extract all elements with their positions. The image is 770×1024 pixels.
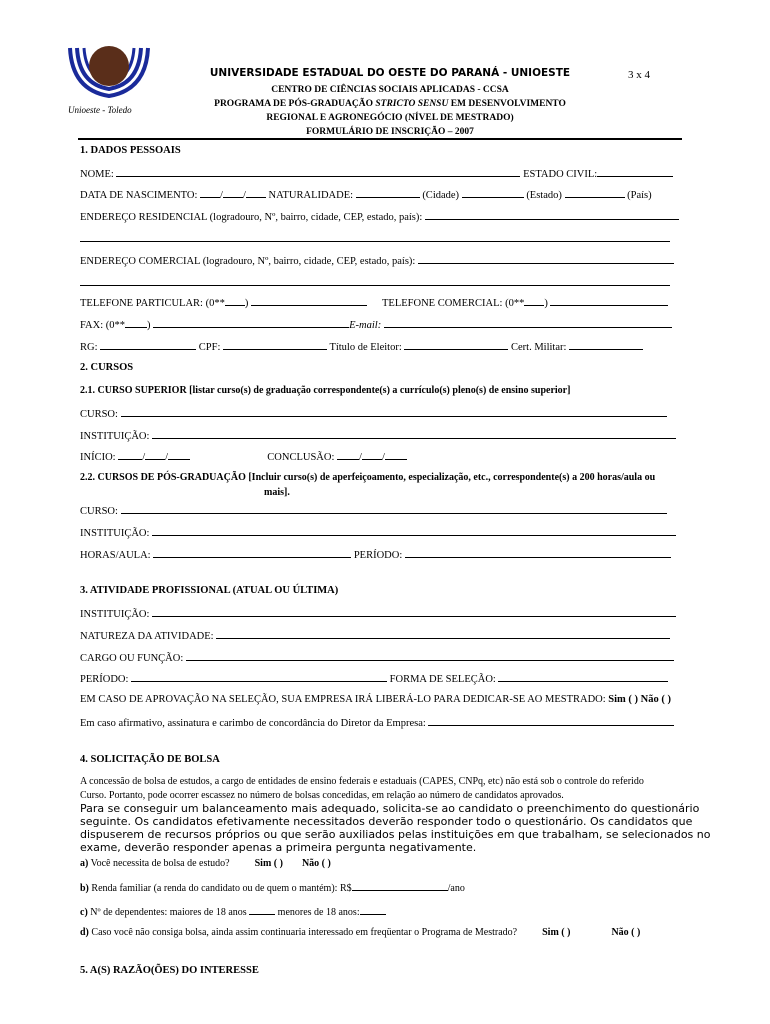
qa-sim[interactable]: Sim ( ) [254,858,283,869]
dependentes-menores-field[interactable] [360,905,386,915]
end-comercial-line2[interactable] [80,276,670,286]
nome-field[interactable] [116,167,520,177]
rg-field[interactable] [100,340,196,350]
inicio-dia[interactable] [145,450,165,460]
section-1-title: 1. DADOS PESSOAIS [80,145,181,156]
end-residencial-line2[interactable] [80,232,670,242]
aprovacao-row: EM CASO DE APROVAÇÃO NA SELEÇÃO, SUA EMPRESA IRÁ LIBERÁ-LO PARA DEDICAR-SE AO MESTRADO: Sim ( ) Não ( ) [80,694,671,705]
forma-selecao-field[interactable] [498,672,668,682]
form-title: FORMULÁRIO DE INSCRIÇÃO – 2007 [306,127,474,137]
end-comercial-field[interactable] [418,254,674,264]
instituicao-pos-field[interactable] [152,526,676,536]
end-residencial-field[interactable] [425,210,679,220]
bolsa-paragraph-1a: A concessão de bolsa de estudos, a cargo de entidades de ensino federais e estaduais (CAPES, CNPq, etc) não está sob o controle do referido [80,776,644,787]
qa-nao[interactable]: Não ( ) [301,858,331,869]
section-3-title: 3. ATIVIDADE PROFISSIONAL (ATUAL OU ÚLTIMA) [80,585,339,596]
assinatura-diretor-field[interactable] [428,716,674,726]
tel-part-ddd[interactable] [225,296,245,306]
periodo-pos-field[interactable] [405,548,671,558]
horas-aula-field[interactable] [153,548,351,558]
section-2-2-title: 2.2. CURSOS DE PÓS-GRADUAÇÃO [Incluir curso(s) de aperfeiçoamento, especialização, etc., correspondente(s) a 200 horas/aula ou [80,472,656,483]
end-comercial-row: ENDEREÇO COMERCIAL (logradouro, Nº, bairro, cidade, CEP, estado, país): [80,254,674,267]
estado-field[interactable] [462,188,524,198]
telefones-row: TELEFONE PARTICULAR: (0** ) TELEFONE COMERCIAL: (0** ) [80,296,668,309]
instituicao-sup-field[interactable] [152,429,676,439]
inicio-ano[interactable] [168,450,190,460]
cidade-field[interactable] [356,188,420,198]
documentos-row: RG: CPF: Título de Eleitor: Cert. Militar: [80,340,643,353]
cargo-field[interactable] [186,651,674,661]
program-line1: PROGRAMA DE PÓS-GRADUAÇÃO STRICTO SENSU EM DESENVOLVIMENTO [214,99,566,109]
cargo-row: CARGO OU FUNÇÃO: [80,651,674,664]
bolsa-paragraph-2c: dispuserem de recursos próprios ou que serão auxiliados pelas instituições em que trabalham, se selecionados no [80,828,711,841]
email-field[interactable] [384,318,672,328]
afirmativo-row: Em caso afirmativo, assinatura e carimbo de concordância do Diretor da Empresa: [80,716,674,729]
horas-periodo-row: HORAS/AULA: PERÍODO: [80,548,671,561]
instituicao-sup-row: INSTITUIÇÃO: [80,429,676,442]
curso-sup-row: CURSO: [80,407,667,420]
fax-row: FAX: (0** ) E-mail: [80,318,672,331]
pais-field[interactable] [565,188,625,198]
qd-nao[interactable]: Não ( ) [611,927,641,938]
section-4-title: 4. SOLICITAÇÃO DE BOLSA [80,754,220,765]
bolsa-paragraph-2a: Para se conseguir um balanceamento mais adequado, solicita-se ao candidato o preenchimento do questionário [80,802,700,815]
center-name: CENTRO DE CIÊNCIAS SOCIAIS APLICADAS - CCSA [271,85,509,95]
university-name: UNIVERSIDADE ESTADUAL DO OESTE DO PARANÁ - UNIOESTE [209,67,571,79]
inicio-mes[interactable] [118,450,142,460]
conclusao-ano[interactable] [385,450,407,460]
nasc-dia-field[interactable] [200,188,220,198]
instituicao-prof-field[interactable] [152,607,676,617]
section-2-2-title-cont: mais]. [264,487,290,498]
renda-field[interactable] [352,881,448,891]
fax-field[interactable] [153,318,349,328]
conclusao-dia[interactable] [362,450,382,460]
natureza-row: NATUREZA DA ATIVIDADE: [80,629,670,642]
conclusao-mes[interactable] [337,450,359,460]
curso-sup-field[interactable] [121,407,667,417]
tel-com-field[interactable] [550,296,668,306]
instituicao-prof-row: INSTITUIÇÃO: [80,607,676,620]
dependentes-maiores-field[interactable] [249,905,275,915]
program-line2: REGIONAL E AGRONEGÓCIO (NÍVEL DE MESTRADO) [266,113,514,123]
datas-sup-row: INÍCIO: / / CONCLUSÃO: / / [80,450,407,463]
curso-pos-field[interactable] [121,504,667,514]
question-a-row: a) Você necessita de bolsa de estudo? Sim ( ) Não ( ) [80,858,331,869]
end-residencial-row: ENDEREÇO RESIDENCIAL (logradouro, Nº, bairro, cidade, CEP, estado, país): [80,210,679,223]
periodo-forma-row: PERÍODO: FORMA DE SELEÇÃO: [80,672,668,685]
bolsa-paragraph-1b: Curso. Portanto, pode ocorrer escassez no número de bolsas concedidas, em relação ao número de candidatos aprovados. [80,790,564,801]
cpf-field[interactable] [223,340,327,350]
bolsa-paragraph-2b: seguinte. Os candidatos efetivamente necessitados deverão responder todo o questionário. Os candidatos que [80,815,693,828]
aprovacao-sim-nao[interactable]: Sim ( ) Não ( ) [608,694,671,705]
header-divider [78,138,682,140]
nome-row: NOME: ESTADO CIVIL: [80,167,673,180]
cert-militar-field[interactable] [569,340,643,350]
logo-caption: Unioeste - Toledo [68,105,132,115]
titulo-eleitor-field[interactable] [404,340,508,350]
question-d-row: d) Caso você não consiga bolsa, ainda assim continuaria interessado em freqüentar o Programa de Mestrado? Sim ( ) Não ( ) [80,927,641,938]
curso-pos-row: CURSO: [80,504,667,517]
instituicao-pos-row: INSTITUIÇÃO: [80,526,676,539]
section-2-title: 2. CURSOS [80,362,134,373]
section-5-title: 5. A(S) RAZÃO(ÕES) DO INTERESSE [80,965,259,976]
university-logo [64,44,154,106]
question-c-row: c) Nº de dependentes: maiores de 18 anos menores de 18 anos: [80,905,386,918]
section-2-1-title: 2.1. CURSO SUPERIOR [listar curso(s) de graduação correspondente(s) a currículo(s) pleno(s) de ensino superior] [80,385,571,396]
photo-size-label: 3 x 4 [628,69,650,81]
estado-civil-field[interactable] [597,167,673,177]
nasc-ano-field[interactable] [246,188,266,198]
bolsa-paragraph-2d: exame, deverão responder apenas a primeira pergunta negativamente. [80,841,477,854]
natureza-field[interactable] [216,629,670,639]
fax-ddd[interactable] [125,318,147,328]
qd-sim[interactable]: Sim ( ) [542,927,571,938]
tel-com-ddd[interactable] [524,296,544,306]
periodo-prof-field[interactable] [131,672,387,682]
nascimento-row: DATA DE NASCIMENTO: / / NATURALIDADE: (Cidade) (Estado) (País) [80,190,652,201]
question-b-row: b) Renda familiar (a renda do candidato ou de quem o mantém): R$ /ano [80,883,465,894]
nasc-mes-field[interactable] [223,188,243,198]
tel-part-field[interactable] [251,296,367,306]
